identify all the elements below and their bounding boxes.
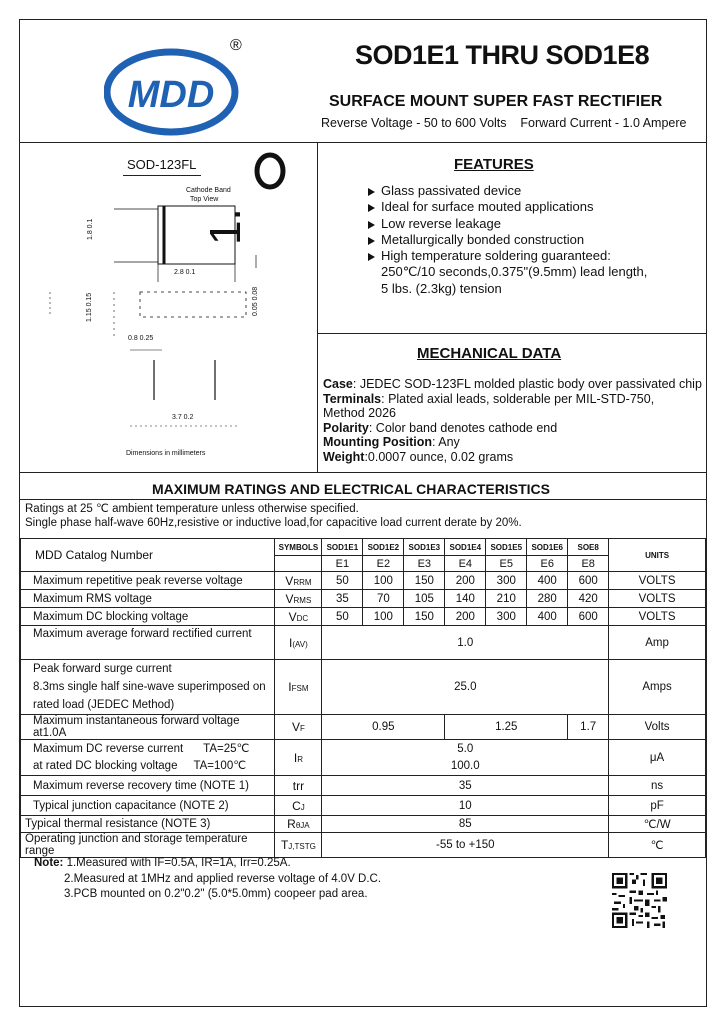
divider [19,499,707,500]
dimensions-note: Dimensions in millimeters [126,450,206,457]
feature-cont: 5 lbs. (2.3kg) tension [381,280,502,296]
symbol: I(AV) [275,626,322,660]
table-row [21,572,706,590]
subtitle: SURFACE MOUNT SUPER FAST RECTIFIER [329,93,663,110]
value-cell: 100 [363,572,404,590]
dim-width: 2.8 0.1 [174,269,196,276]
value-cell: 150 [404,608,445,626]
part-suffix: E4 [445,556,486,572]
table-row [21,660,706,715]
param-label: Maximum RMS voltage [21,590,275,608]
features-title: FEATURES [454,156,534,173]
table-row [21,715,706,740]
part-header: SOD1E6 [527,539,568,556]
value-cell: 5.0 100.0 [322,740,609,776]
value-cell: 25.0 [322,660,609,715]
feature-cont: 250℃/10 seconds,0.375"(9.5mm) lead length, [381,264,648,280]
value-cell: 280 [527,590,568,608]
param-label: Maximum repetitive peak reverse voltage [21,572,275,590]
value-cell: -55 to +150 [322,833,609,858]
symbol: VDC [275,608,322,626]
list-item: Metallurgically bonded construction [366,232,647,248]
list-item: Glass passivated device [366,183,647,199]
dim-height: 1.8 0.1 [87,218,94,240]
weight-text: :0.0007 ounce, 0.02 grams [364,449,514,464]
value-cell: 1.7 [568,715,609,740]
unit-cell: ℃ [609,833,706,858]
symbol: VRMS [275,590,322,608]
symbol: VRRM [275,572,322,590]
value-cell: 70 [363,590,404,608]
unit-cell: VOLTS [609,590,706,608]
part-header: SOD1E2 [363,539,404,556]
divider [317,333,707,334]
param-label: Operating junction and storage temperature range [21,833,275,858]
param-label: Maximum reverse recovery time (NOTE 1) [21,776,275,796]
unit-cell: pF [609,796,706,816]
part-header: SOD1E4 [445,539,486,556]
param-label: Maximum DC blocking voltage [21,608,275,626]
mechanical-data [323,377,703,464]
part-header: SOE8 [568,539,609,556]
symbol: RθJA [275,816,322,833]
symbol: CJ [275,796,322,816]
package-drawing [40,150,300,465]
value-cell: 1.0 [322,626,609,660]
svg-text:1.: 1. [201,208,250,245]
param-label: Peak forward surge current 8.3ms single half sine-wave superimposed on rated load (JEDEC Method) [21,660,275,715]
note-label: Note: [34,857,64,869]
part-suffix: E3 [404,556,445,572]
value-cell: 100 [363,608,404,626]
value-cell: 300 [486,572,527,590]
part-suffix: E2 [363,556,404,572]
value-cell: 400 [527,572,568,590]
table-row [21,776,706,796]
note-1: 1.Measured with IF=0.5A, IR=1A, Irr=0.25A. [66,857,291,869]
value-cell: 300 [486,608,527,626]
part-header: SOD1E3 [404,539,445,556]
ratings-notes [25,502,522,530]
dim-side: 1.15 0.15 [86,292,93,322]
param-label: Maximum average forward rectified current [21,626,275,660]
part-header: SOD1E1 [322,539,363,556]
mounting-label: Mounting Position [323,435,433,449]
value-cell: 35 [322,776,609,796]
value-cell: 140 [445,590,486,608]
value-cell: 105 [404,590,445,608]
mounting-text: : Any [432,435,460,449]
value-cell: 400 [527,608,568,626]
table-row [21,740,706,776]
case-text: : JEDEC SOD-123FL molded plastic body over passivated chip [352,377,702,391]
part-suffix: E6 [527,556,568,572]
unit-cell: Volts [609,715,706,740]
method-text: Method 2026 [323,406,396,420]
value-cell: 600 [568,608,609,626]
value-cell: 50 [322,572,363,590]
unit-cell: VOLTS [609,608,706,626]
unit-cell: ns [609,776,706,796]
ratings-title: MAXIMUM RATINGS AND ELECTRICAL CHARACTERISTICS [152,481,550,497]
symbol: TJ,TSTG [275,833,322,858]
unit-cell: Amps [609,660,706,715]
catalog-header: MDD Catalog Number [21,539,275,572]
symbol: IFSM [275,660,322,715]
value-cell: 200 [445,608,486,626]
top-view-note: Top View [190,196,219,203]
unit-cell: Amp [609,626,706,660]
divider [19,142,707,143]
value-cell: 150 [404,572,445,590]
list-item: Low reverse leakage [366,216,647,232]
symbol: VF [275,715,322,740]
page-title: SOD1E1 THRU SOD1E8 [355,40,650,70]
part-suffix: E1 [322,556,363,572]
polarity-label: Polarity [323,420,369,435]
unit-cell: μA [609,740,706,776]
table-row [21,539,706,556]
symbols-header: SYMBOLS [275,539,322,556]
value-cell: 210 [486,590,527,608]
dim-right: 0.05 0.08 [252,286,259,316]
unit-cell: ℃/W [609,816,706,833]
ratings-table [20,538,706,858]
divider [19,472,707,473]
table-row [21,590,706,608]
table-row [21,833,706,858]
value-cell: 35 [322,590,363,608]
table-row [21,816,706,833]
dim-lead: 0.8 0.25 [128,335,154,342]
ratings-note: Ratings at 25 ℃ ambient temperature unless otherwise specified. [25,503,359,515]
table-row [21,608,706,626]
logo-text: MDD [127,74,215,116]
part-suffix: E8 [568,556,609,572]
param-label: Maximum DC reverse current TA=25℃ at rated DC blocking voltage TA=100℃ [21,740,275,776]
cathode-note: Cathode Band [186,187,231,194]
terminals-label: Terminals [323,391,382,406]
dim-total: 3.7 0.2 [172,414,194,421]
param-label: Typical thermal resistance (NOTE 3) [21,816,275,833]
notes [34,856,381,903]
case-label: Case [323,377,353,391]
qr-code [612,873,667,928]
value-cell: 0.95 [322,715,445,740]
param-label: Typical junction capacitance (NOTE 2) [21,796,275,816]
list-item: High temperature soldering guaranteed: [366,248,647,264]
registered-mark: ® [230,37,242,54]
value-cell: 600 [568,572,609,590]
note-2: 2.Measured at 1MHz and applied reverse voltage of 4.0V D.C. [64,872,382,885]
list-item: Ideal for surface mouted applications [366,199,647,215]
weight-label: Weight [323,449,365,464]
value-cell: 1.25 [445,715,568,740]
divider [317,142,318,472]
table-row [21,626,706,660]
units-header: UNITS [609,539,706,572]
note-3: 3.PCB mounted on 0.2"0.2" (5.0*5.0mm) coopeer pad area. [64,888,368,900]
value-cell: 85 [322,816,609,833]
mechanical-title: MECHANICAL DATA [417,345,562,362]
mdd-logo [104,44,244,136]
polarity-text: : Color band denotes cathode end [368,420,558,435]
symbol: trr [275,776,322,796]
value-cell: 200 [445,572,486,590]
table-row [21,796,706,816]
value-cell: 10 [322,796,609,816]
ratings-note: Single phase half-wave 60Hz,resistive or inductive load,for capacitive load current derate by 20%. [25,517,522,529]
param-label: Maximum instantaneous forward voltage at1.0A [21,715,275,740]
symbol: IR [275,740,322,776]
rating-line: Reverse Voltage - 50 to 600 Volts Forward Current - 1.0 Ampere [321,116,687,130]
part-suffix: E5 [486,556,527,572]
package-name: SOD-123FL [127,157,197,172]
terminals-text: : Plated axial leads, solderable per MIL-STD-750, [381,391,655,406]
unit-cell: VOLTS [609,572,706,590]
features-list [366,183,647,297]
value-cell: 50 [322,608,363,626]
part-header: SOD1E5 [486,539,527,556]
value-cell: 420 [568,590,609,608]
